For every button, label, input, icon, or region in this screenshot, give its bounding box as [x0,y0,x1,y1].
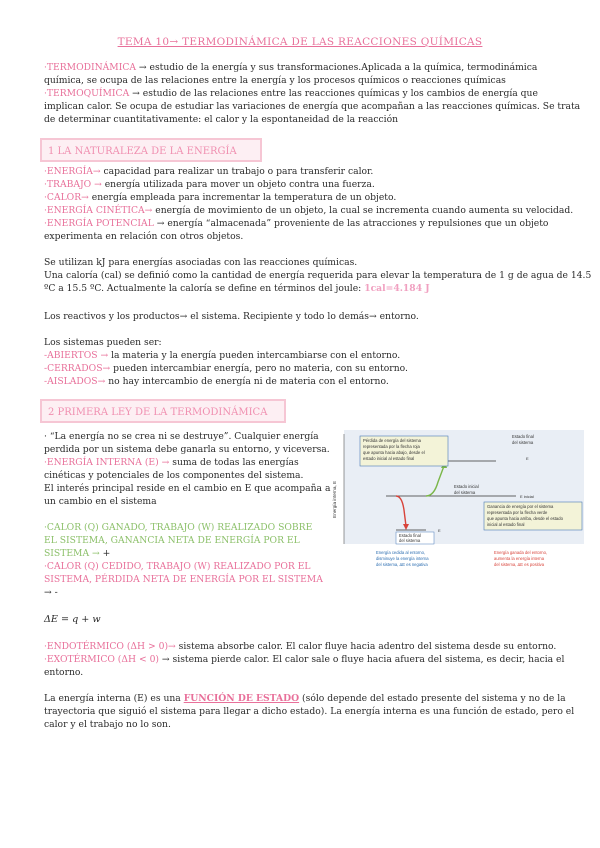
caloria-line1: Una caloría (cal) se definió como la cantidad de energía requerida para elevar la temperatura de 1 g de agua de 14.5 [44,270,592,281]
exotermico-line2: entorno. [44,667,84,678]
top-final-label-2: del sistema [512,440,534,445]
abiertos-def [44,350,400,362]
termodinamica-def [44,62,537,74]
calor-term: ·CALOR→ [44,192,89,203]
cedido-line3: → - [44,587,58,598]
endotermico-term: ·ENDOTÉRMICO (ΔH > 0)→ [44,641,176,652]
cedido-line2: SISTEMA, PÉRDIDA NETA DE ENERGÍA POR EL SISTEMA [44,574,323,585]
funcion-estado-pre: La energía interna (E) es una [44,693,184,704]
cedido-line1: ·CALOR (Q) CEDIDO, TRABAJO (W) REALIZADO POR EL [44,561,311,572]
caloria-text: ºC a 15.5 ºC. Actualmente la caloría se define en términos del joule: [44,283,365,294]
section-2-heading: 2 PRIMERA LEY DE LA TERMODINÁMICA [40,399,286,423]
energia-interna-line2: cinéticas y potenciales de los componentes del sistema. [44,470,304,481]
cinetica-text: energía de movimiento de un objeto, la cual se incrementa cuando aumenta su velocidad. [152,205,574,216]
termoquimica-def [44,88,538,100]
caloria-line2 [44,283,430,295]
loss-box-line1: Pérdida de energía del sistema [363,438,421,443]
energia-term: ·ENERGÍA→ [44,166,101,177]
ganado-line3-text: SISTEMA → [44,548,103,559]
interes-line1: El interés principal reside en el cambio en E que acompaña a [44,483,331,494]
gain-box-line4: inicial al estado final [487,522,525,527]
initial-label-2: del sistema [454,490,476,495]
termodinamica-text: → estudio de la energía y sus transformaciones.Aplicada a la química, termodinámica [135,62,538,73]
energia-interna-text: suma de todas las energías [169,457,299,468]
primera-ley-line1: · “La energía no se crea ni se destruye”. Cualquier energía [44,431,319,442]
document-title: TEMA 10→ TERMODINÁMICA DE LAS REACCIONES QUÍMICAS [117,36,483,48]
section-1-heading: 1 LA NATURALEZA DE LA ENERGÍA [40,138,262,162]
reactivos-sistema: Los reactivos y los productos→ el sistema. Recipiente y todo lo demás→ entorno. [44,311,419,322]
abiertos-term: -ABIERTOS → [44,350,109,361]
sistemas-intro: Los sistemas pueden ser: [44,337,162,348]
loss-box-line2: representada por la flecha roja [363,444,420,449]
interes-line2: un cambio en el sistema [44,496,157,507]
potencial-term: ·ENERGÍA POTENCIAL [44,218,154,229]
termoquimica-line3: de determinar cuantitativamente: el calor y la espontaneidad de la reacción [44,114,399,125]
axis-label: Energía interna, E [332,480,337,518]
kj-note: Se utilizan kJ para energías asociadas con las reacciones químicas. [44,257,358,268]
top-final-e: E [526,456,529,461]
final-low-label-1: Estado final [399,533,421,538]
cerrados-def [44,363,408,375]
primera-ley-line2: perdida por un sistema debe ganarla su entorno, y viceversa. [44,444,330,455]
ganado-line1: ·CALOR (Q) GANADO, TRABAJO (W) REALIZADO SOBRE [44,522,313,533]
funcion-estado-line3: calor y el trabajo no lo son. [44,719,171,730]
caption-left-2: disminuye la energía interna [376,556,429,561]
funcion-estado-post: (sólo depende del estado presente del sistema y no de la [299,693,566,704]
aislados-text: no hay intercambio de energía ni de materia con el entorno. [105,376,389,387]
caption-right-1: Energía ganada del entorno, [494,550,548,555]
funcion-estado-line2: trayectoria que siguió el sistema para llegar a dicho estado). La energía interna es una función de estado, pero el [44,706,575,717]
endotermico-text: sistema absorbe calor. El calor fluye hacia adentro del sistema desde su entorno. [175,641,557,652]
gain-box-line1: Ganancia de energía por el sistema [487,504,554,509]
energia-text: capacidad para realizar un trabajo o para transferir calor. [100,166,374,177]
delta-e-formula: ΔE = q + w [44,614,101,625]
trabajo-def [44,179,375,191]
exotermico-text: → sistema pierde calor. El calor sale o fluye hacia afuera del sistema, es decir, hacia el [159,654,565,665]
caloria-equation: 1cal=4.184 J [364,283,430,294]
calor-def [44,192,396,204]
cinetica-def [44,205,573,217]
gain-box-line3: que apunta hacia arriba, desde el estado [487,516,563,521]
termoquimica-text: → estudio de las relaciones entre las reacciones químicas y los cambios de energía que [129,88,538,99]
energy-diagram-figure [326,430,584,576]
final-low-e: E [438,528,441,533]
caption-right-2: aumenta la energía interna [494,556,545,561]
ganado-line2: EL SISTEMA, GANANCIA NETA DE ENERGÍA POR EL [44,535,300,546]
aislados-def [44,376,389,388]
gain-box-line2: representada por la flecha verde [487,510,548,515]
funcion-estado-line1 [44,693,566,705]
caption-left-3: del sistema, ΔE es negativa [376,562,428,567]
potencial-text: → energía “almacenada” proveniente de las atracciones y repulsiones que un objeto [153,218,549,229]
loss-box-line4: estado inicial al estado final [363,456,415,461]
energia-interna-term: ·ENERGÍA INTERNA (E) → [44,457,170,468]
potencial-def [44,218,548,230]
abiertos-text: la materia y la energía pueden intercambiarse con el entorno. [108,350,401,361]
ganado-sign: + [102,548,111,559]
ganado-line3 [44,548,110,560]
exotermico-term: ·EXOTÉRMICO (ΔH < 0) [44,654,160,665]
caption-right-3: del sistema, ΔE es positiva [494,562,545,567]
top-final-label-1: Estado final [512,434,534,439]
loss-box-line3: que apunta hacia abajo, desde el [363,450,425,455]
e-initial-label: E inicial [520,494,534,499]
funcion-estado-term: FUNCIÓN DE ESTADO [183,693,300,704]
termodinamica-line2: química, se ocupa de las relaciones entre la energía y los procesos químicos o reacciones químicas [44,75,506,86]
termoquimica-line2: implican calor. Se ocupa de estudiar las variaciones de energía que acompañan a las reacciones químicas. Se trata [44,101,581,112]
initial-label-1: Estado inicial [454,484,479,489]
cerrados-text: pueden intercambiar energía, pero no materia, con su entorno. [110,363,408,374]
final-low-label-2: del sistema [399,538,421,543]
calor-text: energía empleada para incrementar la temperatura de un objeto. [88,192,397,203]
termoquimica-term: ·TERMOQUÍMICA [44,88,130,99]
energia-interna-def [44,457,299,469]
potencial-line2: experimenta en relación con otros objetos. [44,231,244,242]
trabajo-term: ·TRABAJO → [44,179,102,190]
trabajo-text: energía utilizada para mover un objeto contra una fuerza. [101,179,375,190]
aislados-term: -AISLADOS→ [44,376,106,387]
caption-left-1: Energía cedida al entorno, [376,550,426,555]
termodinamica-term: ·TERMODINÁMICA [44,62,136,73]
energia-def [44,166,373,178]
endotermico-def [44,641,556,653]
exotermico-def [44,654,564,666]
cinetica-term: ·ENERGÍA CINÉTICA→ [44,205,153,216]
cerrados-term: -CERRADOS→ [44,363,111,374]
